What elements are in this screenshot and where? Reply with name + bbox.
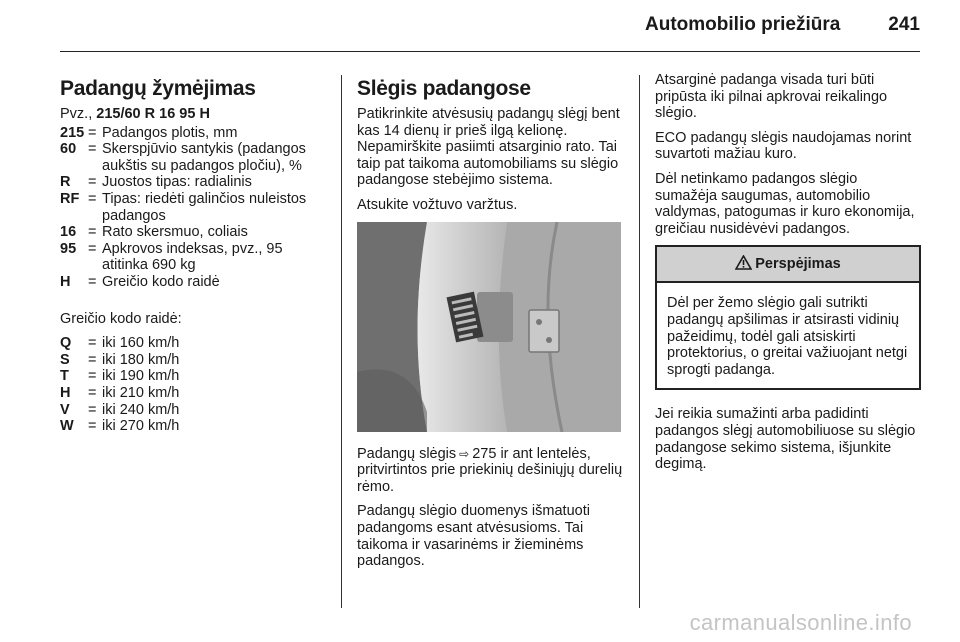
speed-legend-value: iki 210 km/h [102,384,180,401]
door-pillar-photo-illustration [357,222,621,432]
legend-equals: = [88,124,97,141]
ignition-off-paragraph: Jei reikia sumažinti arba padidinti padangos slėgį automobiliuose su slėgio padangose sekimo sistema, išjunkite degimą. [655,406,916,473]
legend-key: 16 [60,224,77,241]
pressure-paragraph-3 [357,446,623,496]
tyre-code-legend [60,125,330,291]
legend-value: Tipas: riedėti galinčios nuleistos padangos [102,190,307,224]
legend-equals: = [88,240,97,257]
legend-value: Padangos plotis, mm [102,124,238,141]
warning-title: Perspėjimas [755,256,841,273]
header-title [645,14,920,36]
legend-equals: = [88,141,97,158]
legend-key: 95 [60,240,77,257]
pressure-paragraph-1: Patikrinkite atvėsusių padangų slėgį bent kas 14 dienų ir prieš ilgą kelionę. Nepamirškite pasiimti atsarginio rato. Tai taip pat taikoma automobiliams su slėgio padangose stebėjimo sistema. [357,106,620,189]
legend-equals: = [88,174,97,191]
speed-code-intro: Greičio kodo raidė: [60,310,182,327]
speed-legend-equals: = [88,418,97,435]
arrow-reference-icon[interactable]: ⇨ [459,446,470,461]
speed-legend-key: S [60,351,70,368]
section-heading-tyre-pressure: Slėgis padangose [357,77,531,100]
page-number: 241 [888,14,920,35]
legend-equals: = [88,224,97,241]
legend-key: 60 [60,141,77,158]
column-pressure-continued [655,72,921,481]
pressure-paragraph-2: Atsukite vožtuvo varžtus. [357,196,518,213]
speed-legend-equals: = [88,351,97,368]
warning-body: Dėl per žemo slėgio gali sutrikti padangų apšilimas ir atsirasti vidinių pažeidimų, todėl gali atsiskirti protektorius, o greitai važiuojant netgi sprogti padanga. [667,295,908,378]
speed-legend-value: iki 270 km/h [102,418,180,435]
column-tyre-pressure [357,72,623,578]
example-value: 215/60 R 16 95 H [96,106,210,122]
column-divider-2 [639,75,640,608]
legend-value: Juostos tipas: radialinis [102,174,252,191]
speed-legend-equals: = [88,335,97,352]
speed-code-legend [60,335,330,435]
speed-legend-value: iki 240 km/h [102,401,180,418]
speed-legend-equals: = [88,401,97,418]
spare-tyre-paragraph: Atsarginė padanga visada turi būti pripūsta iki pilnai apkrovai reikalingo slėgio. [655,72,888,122]
pressure-paragraph-4: Padangų slėgio duomenys išmatuoti padangoms esant atvėsusioms. Tai taikoma ir vasarinėms ir žieminėms padangos. [357,503,590,570]
legend-equals: = [88,190,97,207]
speed-legend-key: T [60,368,69,385]
example-line [60,106,330,123]
speed-legend-value: iki 180 km/h [102,351,180,368]
speed-legend-key: W [60,418,74,435]
pressure-paragraph-3-before: Padangų slėgis [357,445,457,462]
legend-value: Greičio kodo raidė [102,273,220,290]
speed-legend-equals: = [88,384,97,401]
legend-equals: = [88,273,97,290]
warning-triangle-icon [735,249,752,283]
speed-legend-equals: = [88,368,97,385]
site-watermark: carmanualsonline.info [689,610,912,635]
legend-value: Skerspjūvio santykis (padangos aukštis su padangos pločiu), % [102,141,306,174]
page-section-title: Automobilio priežiūra [645,14,841,35]
section-heading-tyre-marking: Padangų žymėjimas [60,77,256,100]
legend-value: Rato skersmuo, coliais [102,224,248,241]
legend-key: H [60,273,71,290]
speed-legend-value: iki 160 km/h [102,335,180,352]
pressure-paragraph-3-after: 275 ir ant lentelės, pritvirtintos prie priekinių dešiniųjų durelių rėmo. [357,445,623,495]
column-divider-1 [341,75,342,608]
incorrect-pressure-paragraph: Dėl netinkamo padangos slėgio sumažėja saugumas, automobilio valdymas, patogumas ir kuro ekonomija, greičiau nusidėvėvi padangos. [655,170,915,237]
eco-pressure-paragraph: ECO padangų slėgis naudojamas norint suvartoti mažiau kuro. [655,129,912,163]
warning-header [657,247,919,283]
legend-key: 215 [60,124,85,141]
door-pillar-label-photo [357,222,621,432]
legend-key: R [60,174,71,191]
legend-value: Apkrovos indeksas, pvz., 95 atitinka 690 kg [102,240,283,274]
legend-key: RF [60,190,80,207]
speed-legend-key: Q [60,335,72,352]
example-prefix: Pvz., [60,106,93,122]
header-rule [60,51,920,52]
speed-legend-key: H [60,384,71,401]
column-tyre-marking [60,72,330,455]
warning-box [655,245,921,390]
speed-legend-value: iki 190 km/h [102,368,180,385]
speed-legend-key: V [60,401,70,418]
